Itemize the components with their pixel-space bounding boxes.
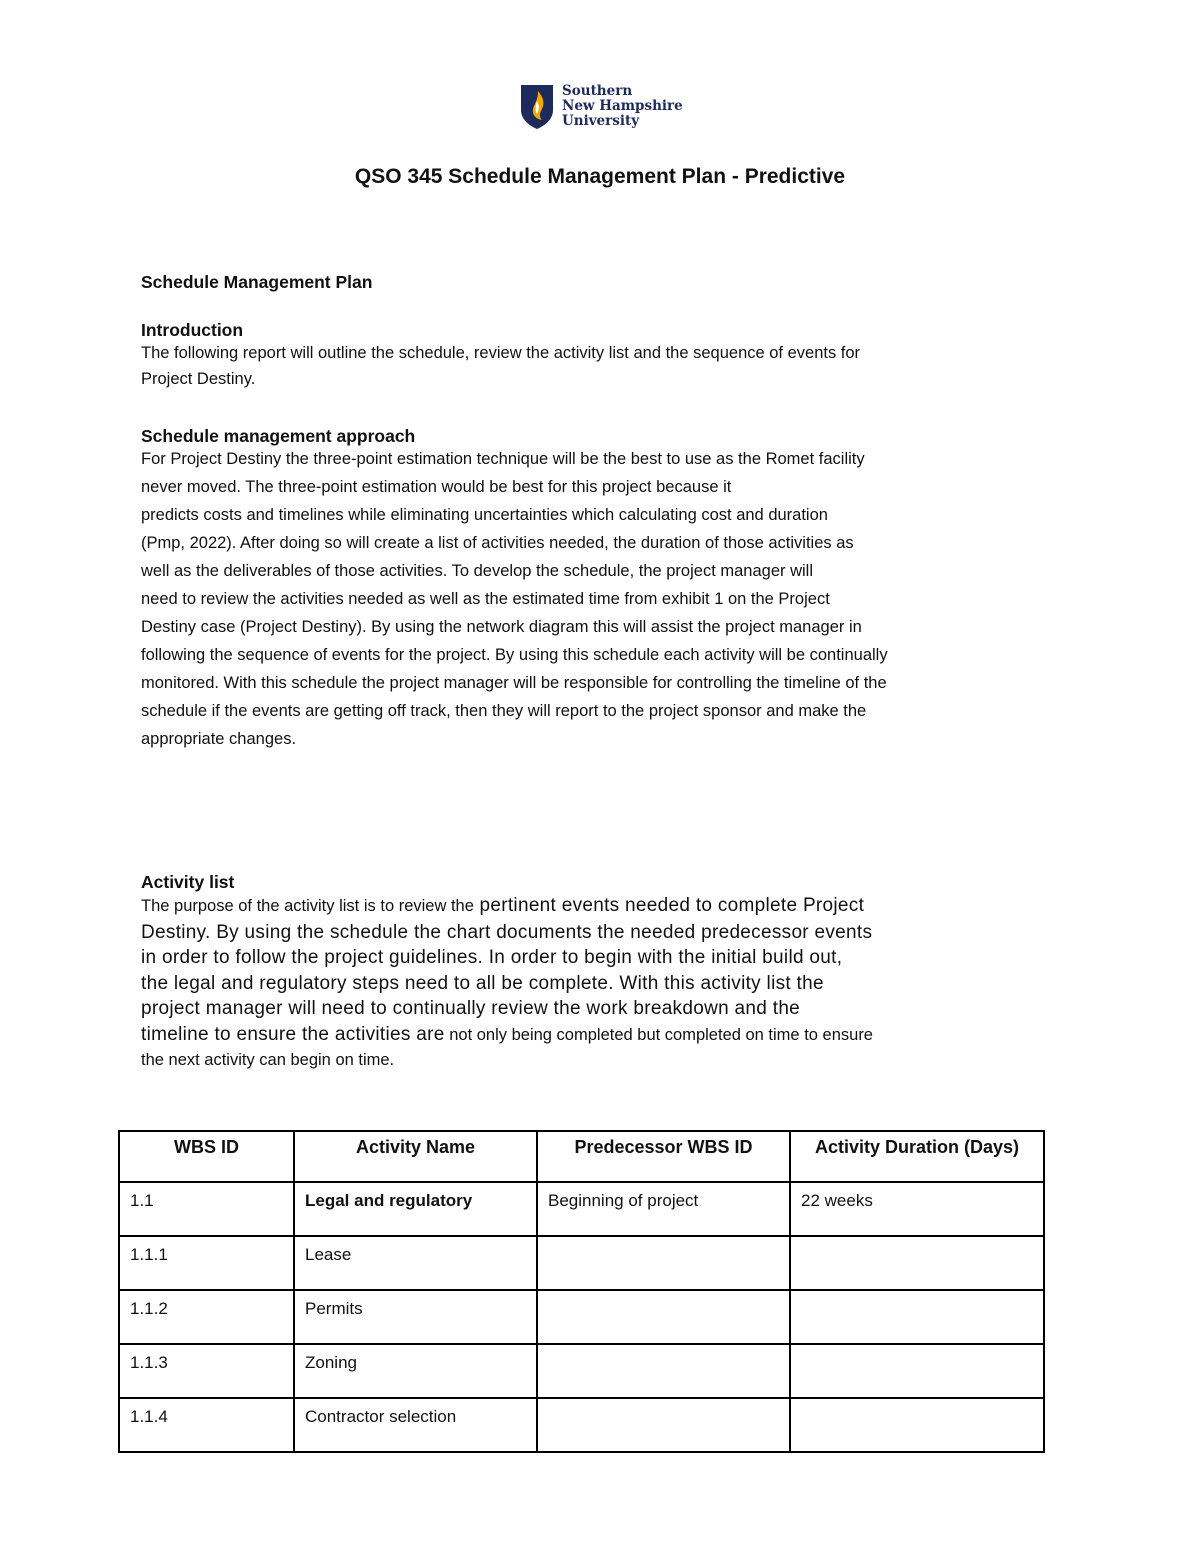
approach-line: never moved. The three-point estimation would be best for this project because it: [141, 478, 732, 496]
table-cell: [790, 1398, 1044, 1452]
table-row: [119, 1236, 1044, 1290]
approach-line: schedule if the events are getting off track, then they will report to the project sponsor and make the: [141, 702, 867, 720]
shield-flame-icon: [520, 84, 554, 130]
activity-line-part: timeline to ensure the activities are: [141, 1023, 445, 1045]
approach-line: predicts costs and timelines while eliminating uncertainties which calculating cost and duration: [141, 506, 828, 524]
table-cell: Lease: [294, 1236, 537, 1290]
activity-list-section: [141, 872, 1061, 1074]
table-cell: [537, 1290, 790, 1344]
logo-line-2: New Hampshire: [562, 98, 683, 114]
activity-line: project manager will need to continually review the work breakdown and the: [141, 998, 801, 1019]
table-header-row: [119, 1131, 1044, 1182]
logo-wordmark: [562, 84, 683, 129]
table-cell: 22 weeks: [790, 1182, 1044, 1236]
column-header: WBS ID: [119, 1131, 294, 1182]
university-logo: [520, 84, 690, 134]
approach-line: Destiny case (Project Destiny). By using the network diagram this will assist the project manager in: [141, 618, 862, 636]
table-cell: [790, 1236, 1044, 1290]
approach-line: monitored. With this schedule the project manager will be responsible for controlling the timeline of the: [141, 674, 887, 692]
table-row: [119, 1290, 1044, 1344]
activity-line-part: The purpose of the activity list is to review the: [141, 897, 474, 915]
approach-line: need to review the activities needed as well as the estimated time from exhibit 1 on the Project: [141, 590, 830, 608]
intro-line: Project Destiny.: [141, 370, 256, 388]
activity-line: Destiny. By using the schedule the chart documents the needed predecessor events: [141, 921, 873, 943]
table-cell: [537, 1398, 790, 1452]
table-cell: 1.1.2: [119, 1290, 294, 1344]
activity-list-heading: Activity list: [141, 872, 235, 892]
table-cell: Beginning of project: [537, 1182, 790, 1236]
intro-line: The following report will outline the schedule, review the activity list and the sequence of events for: [141, 344, 861, 362]
table-cell: [790, 1290, 1044, 1344]
activity-line: in order to follow the project guidelines. In order to begin with the initial build out,: [141, 947, 843, 968]
table-row: [119, 1398, 1044, 1452]
table-cell: [537, 1236, 790, 1290]
approach-line: appropriate changes.: [141, 730, 297, 748]
activity-line-part: pertinent events needed to complete Project: [473, 895, 865, 916]
introduction-heading: Introduction: [141, 320, 244, 340]
approach-line: well as the deliverables of those activities. To develop the schedule, the project manager will: [141, 562, 813, 580]
activity-line: [141, 1022, 1061, 1049]
table-cell: Contractor selection: [294, 1398, 537, 1452]
activity-line: [141, 893, 1061, 920]
table-cell: 1.1.4: [119, 1398, 294, 1452]
logo-line-3: University: [562, 113, 640, 129]
table-cell: Permits: [294, 1290, 537, 1344]
column-header: Predecessor WBS ID: [537, 1131, 790, 1182]
activity-table: [118, 1130, 1045, 1453]
table-cell: 1.1.3: [119, 1344, 294, 1398]
table-cell: 1.1: [119, 1182, 294, 1236]
document-title: QSO 345 Schedule Management Plan - Predictive: [354, 165, 846, 188]
table-cell: [790, 1344, 1044, 1398]
column-header: Activity Duration (Days): [790, 1131, 1044, 1182]
approach-line: (Pmp, 2022). After doing so will create a list of activities needed, the duration of those activities as: [141, 534, 854, 552]
activity-line: the legal and regulatory steps need to all be complete. With this activity list the: [141, 972, 824, 994]
table-cell: Legal and regulatory: [294, 1182, 537, 1236]
column-header: Activity Name: [294, 1131, 537, 1182]
approach-line: For Project Destiny the three-point estimation technique will be the best to use as the Romet facility: [141, 450, 865, 468]
approach-section: [141, 426, 1061, 753]
introduction-section: [141, 320, 1061, 392]
activity-line: the next activity can begin on time.: [141, 1051, 395, 1069]
table-row: [119, 1182, 1044, 1236]
table-row: [119, 1344, 1044, 1398]
activity-line-part: not only being completed but completed on time to ensure: [444, 1025, 873, 1044]
table-cell: 1.1.1: [119, 1236, 294, 1290]
logo-line-1: Southern: [562, 83, 633, 99]
plan-heading: Schedule Management Plan: [141, 272, 373, 292]
approach-line: following the sequence of events for the project. By using this schedule each activity will be continually: [141, 646, 888, 664]
table-cell: Zoning: [294, 1344, 537, 1398]
table-cell: [537, 1344, 790, 1398]
approach-heading: Schedule management approach: [141, 426, 416, 446]
